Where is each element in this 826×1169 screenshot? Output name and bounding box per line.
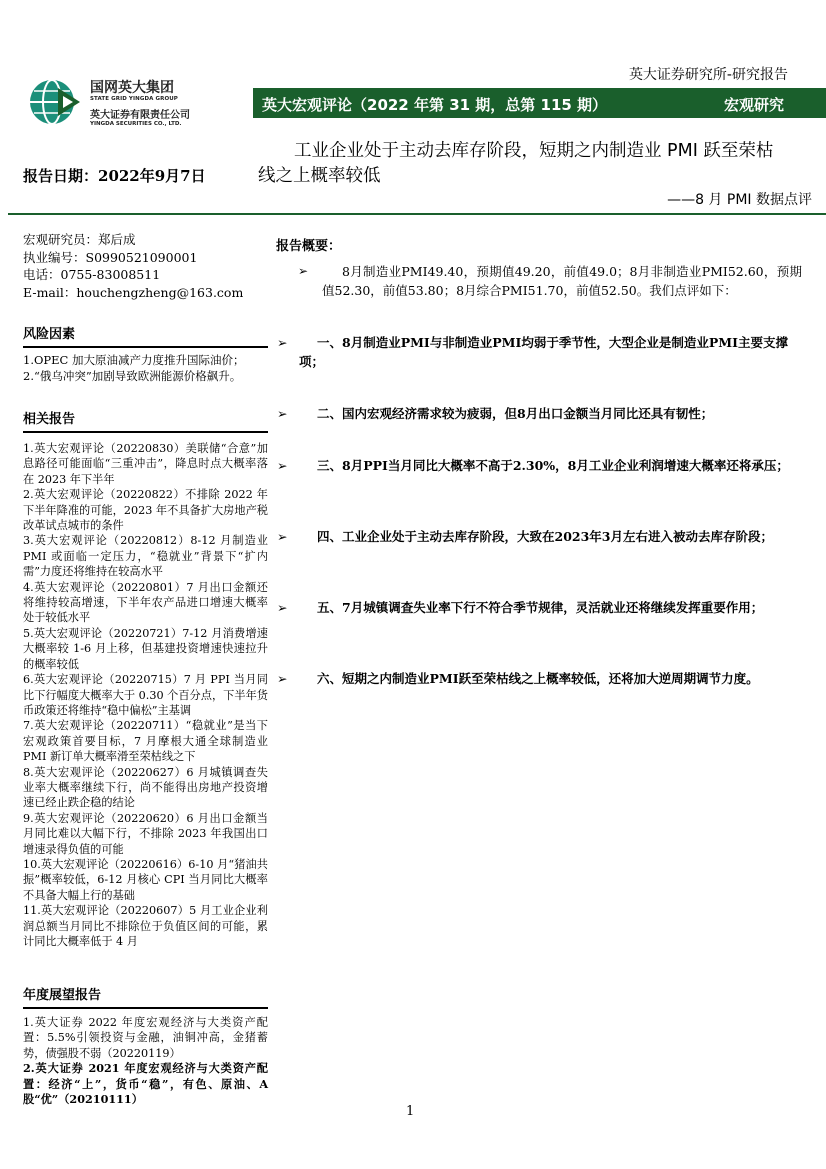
summary-point-text: 六、短期之内制造业PMI跃至荣枯线之上概率较低，还将加大逆周期调节力度。 xyxy=(317,671,759,686)
related-section-header xyxy=(23,412,268,433)
bullet-arrow-icon: ➢ xyxy=(277,335,288,350)
analyst-name: 宏观研究员：郑后成 xyxy=(23,232,136,247)
summary-point-text: 四、工业企业处于主动去库存阶段，大致在2023年3月左右进入被动去库存阶段； xyxy=(317,529,773,544)
overview-intro xyxy=(276,262,802,300)
overview-heading: 报告概要： xyxy=(276,239,342,254)
risk-heading: 风险因素 xyxy=(23,327,76,342)
related-report-item[interactable]: 9.英大宏观评论（20220620）6 月出口金额当月同比难以大幅下行，不排除 2023 年我国出口增速录得负值的可能 xyxy=(23,811,268,856)
related-report-item[interactable]: 2.英大宏观评论（20220822）不排除 2022 年下半年降准的可能，2023 年不具备扩大房地产税改革试点城市的条件 xyxy=(23,488,268,533)
annual-section-header xyxy=(23,988,268,1009)
related-report-item[interactable]: 10.英大宏观评论（20220616）6-10 月“猪油共振”概率较低，6-12 月核心 CPI 当月同比大概率不具备大幅上行的基础 xyxy=(23,857,268,902)
globe-logo-icon xyxy=(28,74,88,134)
summary-point xyxy=(277,669,802,688)
list-item: 1.OPEC 加大原油减产力度推升国际油价； xyxy=(23,353,245,367)
summary-point xyxy=(277,527,802,546)
logo-group-cn: 国网英大集团 xyxy=(90,80,174,96)
related-report-item[interactable]: 8.英大宏观评论（20220627）6 月城镇调查失业率大概率继续下行，尚不能得出房地产投资增速已经止跌企稳的结论 xyxy=(23,765,268,810)
logo-company-en: YINGDA SECURITIES CO., LTD. xyxy=(90,121,182,127)
summary-point-text: 三、8月PPI当月同比大概率不高于2.30%，8月工业企业利润增速大概率还将承压； xyxy=(317,458,789,473)
related-report-item[interactable]: 11.英大宏观评论（20220607）5 月工业企业利润总额当月同比不排除位于负值区间的可能，累计同比大概率低于 4 月 xyxy=(23,904,268,948)
main-title-line1: 工业企业处于主动去库存阶段，短期之内制造业 PMI 跃至荣枯 xyxy=(294,141,774,161)
subtitle: ——8 月 PMI 数据点评 xyxy=(667,192,812,208)
bullet-arrow-icon: ➢ xyxy=(277,458,288,473)
annual-report-item[interactable]: 2.英大证券 2021 年度宏观经济与大类资产配置：经济“上”，货币“稳”，有色、原油、A 股“优”（20210111） xyxy=(23,1061,268,1107)
license-number: 执业编号：S0990521090001 xyxy=(23,249,198,265)
org-line: 英大证券研究所-研究报告 xyxy=(628,67,788,83)
bullet-arrow-icon: ➢ xyxy=(277,529,288,544)
list-item: 2.“俄乌冲突”加剧导致欧洲能源价格飙升。 xyxy=(23,369,242,383)
bullet-arrow-icon: ➢ xyxy=(298,264,309,278)
summary-point xyxy=(277,456,802,475)
related-report-item[interactable]: 6.英大宏观评论（20220715）7 月 PPI 当月同比下行幅度大概率大于 0.30 个百分点，下半年货币政策还将维持“稳中偏松”主基调 xyxy=(23,673,268,717)
contact-block xyxy=(23,231,268,301)
main-title-line2: 线之上概率较低 xyxy=(258,166,381,186)
related-reports-list xyxy=(23,441,268,949)
logo-company-cn: 英大证券有限责任公司 xyxy=(90,110,190,121)
annual-rule xyxy=(23,1007,268,1009)
banner-title: 英大宏观评论（2022 年第 31 期，总第 115 期） xyxy=(262,96,608,114)
report-date: 报告日期：2022年9月7日 xyxy=(23,167,206,185)
summary-point xyxy=(277,404,802,423)
summary-point xyxy=(277,333,802,371)
annual-reports-list xyxy=(23,1015,268,1107)
related-report-item[interactable]: 5.英大宏观评论（20220721）7-12 月消费增速大概率较 1-6 月上移，但基建投资增速快速拉升的概率较低 xyxy=(23,626,268,671)
related-rule xyxy=(23,431,268,433)
annual-report-item[interactable]: 1.英大证券 2022 年度宏观经济与大类资产配置：5.5%引领投资与金融，油铜冲高，金猪蓄势，债强股不弱（20220119） xyxy=(23,1016,268,1060)
main-title xyxy=(258,139,818,189)
related-report-item[interactable]: 4.英大宏观评论（20220801）7 月出口金额还将维持较高增速，下半年农产品进口增速大概率处于较低水平 xyxy=(23,580,268,625)
related-report-item[interactable]: 1.英大宏观评论（20220830）美联储“合意”加息路径可能面临“三重冲击”，降息时点大概率落在 2023 年下半年 xyxy=(23,442,268,486)
summary-point-text: 一、8月制造业PMI与非制造业PMI均弱于季节性，大型企业是制造业PMI主要支撑项； xyxy=(299,335,788,369)
summary-point-text: 五、7月城镇调查失业率下行不符合季节规律，灵活就业还将继续发挥重要作用； xyxy=(317,600,764,615)
risk-rule xyxy=(23,346,268,348)
summary-point-text: 二、国内宏观经济需求较为疲弱，但8月出口金额当月同比还具有韧性； xyxy=(317,406,714,421)
banner-category: 宏观研究 xyxy=(724,96,785,114)
bullet-arrow-icon: ➢ xyxy=(277,671,288,686)
related-report-item[interactable]: 3.英大宏观评论（20220812）8-12 月制造业 PMI 或面临一定压力，“稳就业”背景下“扩内需”力度还将维持在较高水平 xyxy=(23,534,268,579)
summary-point xyxy=(277,598,802,617)
overview-intro-text: 8月制造业PMI49.40，预期值49.20，前值49.0；8月非制造业PMI52.60，预期值52.30，前值53.80；8月综合PMI51.70，前值52.50。我们点评如下： xyxy=(322,264,802,298)
risk-section-header xyxy=(23,327,268,348)
email-address[interactable]: E-mail：houchengzheng@163.com xyxy=(23,284,244,300)
page-number: 1 xyxy=(406,1104,415,1119)
header-divider xyxy=(8,213,826,215)
phone-number: 电话：0755-83008511 xyxy=(23,267,161,282)
related-report-item[interactable]: 7.英大宏观评论（20220711）“稳就业”是当下宏观政策首要目标，7 月摩根大通全球制造业 PMI 新订单大概率滑至荣枯线之下 xyxy=(23,719,268,764)
annual-heading: 年度展望报告 xyxy=(23,988,102,1003)
risk-list xyxy=(23,352,268,384)
bullet-arrow-icon: ➢ xyxy=(277,600,288,615)
company-logo xyxy=(28,74,228,136)
logo-group-en: STATE GRID YINGDA GROUP xyxy=(90,96,178,102)
bullet-arrow-icon: ➢ xyxy=(277,406,288,421)
related-heading: 相关报告 xyxy=(23,412,76,427)
